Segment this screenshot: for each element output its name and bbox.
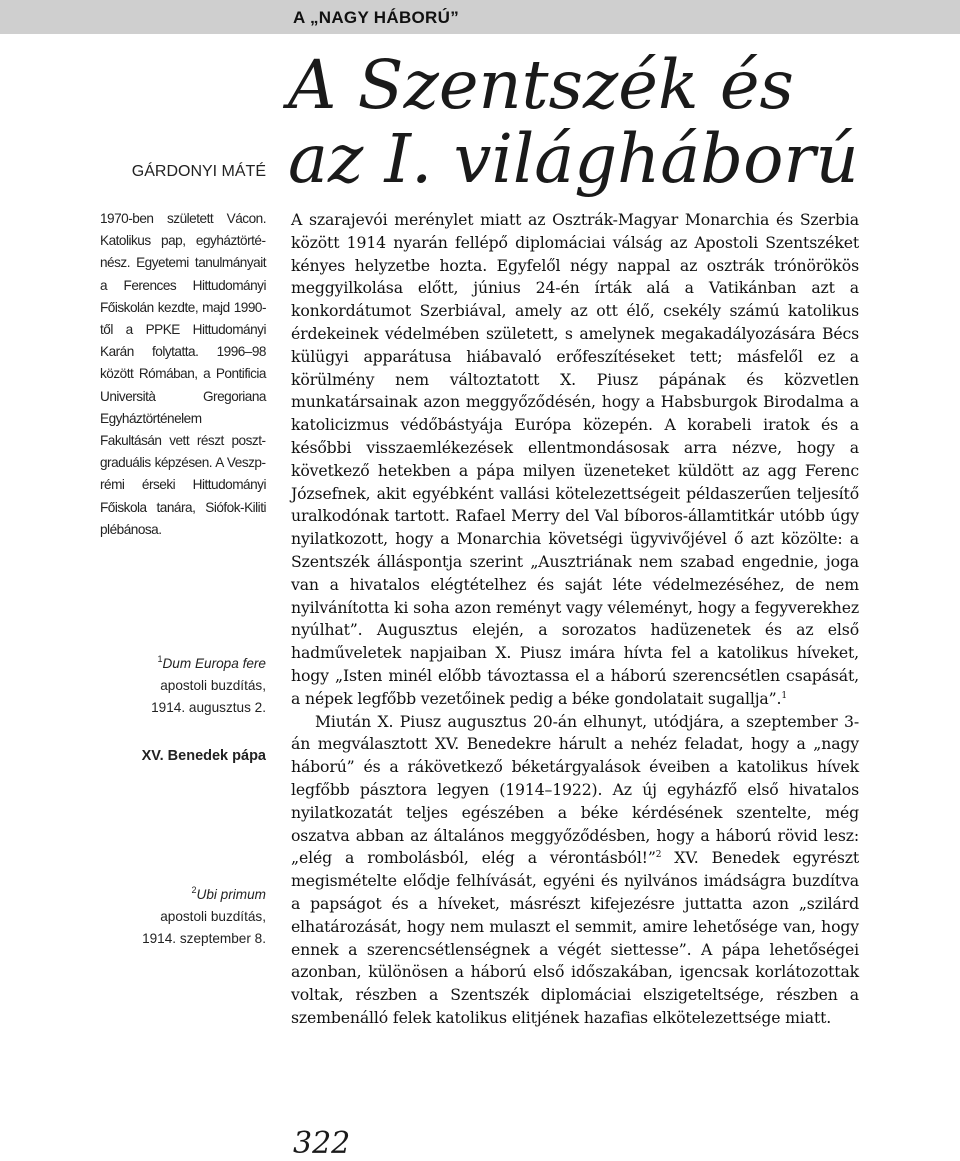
author-bio: 1970-ben született Vácon. Katolikus pap, egyháztörténész. Egyetemi tanulmányait a Ferences Hittudományi Főiskolán kezdte, majd 1990-től a PPKE Hittudományi Karán folytatta. 1996–98 között Rómában, a Pontificia Università Gregoriana Egyháztörténelem Fakultásán vett részt posztgraduális képzésen. A Veszprémi érseki Hittudományi Főiskola tanára, Siófok-Kiliti plébánosa. [100, 211, 266, 537]
author-name: GÁRDONYI MÁTÉ [131, 163, 266, 180]
body-paragraph-1-text: A szarajevói merénylet miatt az Osztrák-Magyar Monarchia és Szerbia között 1914 nyarán fellépő diplomáciai válság az Apostoli Szentszéket kényes helyzetbe hozta. Egyfelől négy nappal az osztrák trónörökös meggyilkolása előtt, június 24-én írták alá a Vatikánban azt a konkordátumot Szerbiával, amely az ott élő, csekély számú katolikus érdekeinek védelmében született, s amelynek megakadályozására Bécs külügyi apparátusa hiábavaló erőfeszítéseket tett; másfelől ez a körülmény nem változtatott X. Piusz pápának és közvetlen munkatársainak azon meggyőződésén, hogy a Habsburgok Birodalma a katolicizmus védőbástyája Európa közepén. A korabeli iratok és a későbbi visszaemlékezések ellentmondásosak arra nézve, hogy a következő hetekben a pápa milyen üzeneteket küldött az agg Ferenc Józsefnek, akit egyébként vallási kötelezettségeit példaszerűen teljesítő uralkodónak tartott. Rafael Merry del Val bíboros-államtitkár utóbb úgy nyilatkozott, hogy a Monarchia követségi ügyvivőjével ő azt közölte: a Szentszék álláspontja szerint „Ausztriának nem szabad engednie, joga van a hivatalos elégtételhez és saját léte védelmezéséhez, de nem nyilvánította ki soha azon reményt vagy véleményt, hogy a fegyverekhez nyúlhat”. Augusztus elején, a sorozatos hadüzenetek és az első hadműveletek napjaiban X. Piusz imára hívta fel a katolikus híveket, hogy „Isten minél előbb távoztassa el a háború szerencsétlen csapását, a népek legfőbb vezetőinek pedig a béke gondolatait sugallja”. [291, 210, 859, 708]
article-body [291, 209, 859, 1030]
footnote-1-marker: 1 [157, 654, 163, 664]
header-bar [0, 0, 960, 34]
article-title-line-1: A Szentszék és [288, 46, 794, 124]
footnote-2-line-2: apostoli buzdítás, [160, 909, 266, 924]
body-paragraph-2-text-b: XV. Benedek egyrészt megismételte elődje felhívását, egyéni és nyilvános imádságra buzdítva a papságot és a híveket, másrészt kifejezésre juttatta azon „szilárd elhatározását, hogy nem mulaszt el semmit, amire lehetősége van, hogy ennek a szerencsétlenségnek a végét siettesse”. A pápa lehetőségei azonban, különösen a háború első időszakában, igencsak korlátozottak voltak, részben a Szentszék diplomáciai elszigeteltsége, részben a szembenálló felek katolikus elitjének hazafias elkötelezettsége miatt. [291, 848, 860, 1027]
footnote-2-line-3: 1914. szeptember 8. [142, 931, 266, 946]
footnote-2-title-text: Ubi primum [196, 887, 266, 902]
page-number: 322 [293, 1126, 351, 1161]
body-paragraph-1 [291, 209, 859, 711]
footnote-1 [151, 653, 266, 719]
footnote-2-marker: 2 [191, 885, 197, 895]
marginal-heading: XV. Benedek pápa [141, 748, 266, 764]
footnote-2-title [142, 884, 266, 906]
section-label: A „NAGY HÁBORÚ” [293, 8, 460, 27]
body-paragraph-2 [291, 711, 859, 1030]
footnote-ref-1: 1 [781, 690, 787, 701]
footnote-2 [142, 884, 266, 950]
article-title [288, 48, 859, 196]
body-paragraph-2-text-a: Miután X. Piusz augusztus 20-án elhunyt, utódjára, a szeptember 3-án megválasztott XV. Benedekre hárult a nehéz feladat, hogy a „nagy háború” és a rákövetkező béketárgyalások éveiben a katolikus hívek legfőbb pásztora legyen (1914–1922). Az új egyházfő első hivatalos nyilatkozatát teljes egészében a béke kérdésének szentelte, még oszatva abban az általános meggyőződésben, hogy a háború rövid lesz: „elég a rombolásból, elég a vérontásból!” [291, 711, 859, 868]
footnote-1-line-3: 1914. augusztus 2. [151, 700, 266, 715]
footnote-1-title-text: Dum Europa fere [162, 656, 266, 671]
footnote-1-title [151, 653, 266, 675]
footnote-1-line-2: apostoli buzdítás, [160, 678, 266, 693]
article-title-line-2: az I. világháború [288, 120, 859, 198]
footnote-ref-2: 2 [655, 850, 662, 861]
